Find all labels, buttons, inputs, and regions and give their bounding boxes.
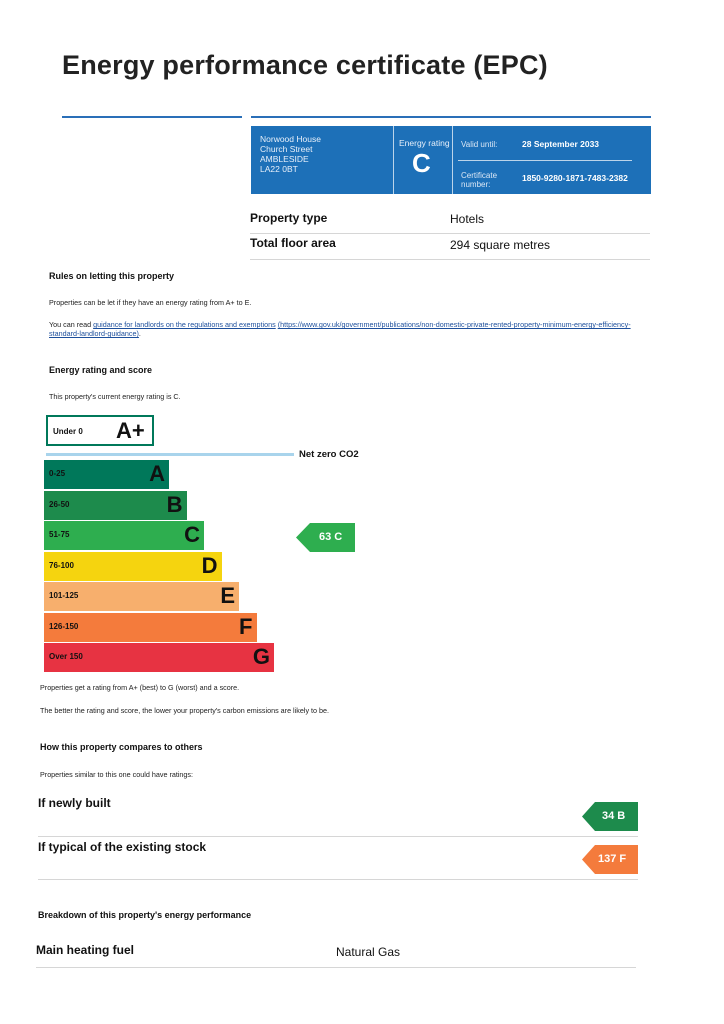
valid-until-label: Valid until: [461,140,498,149]
certificate-number: 1850-9280-1871-7483-2382 [522,173,628,183]
net-zero-label: Net zero CO2 [299,449,359,460]
address-line: Norwood House [260,134,321,144]
title-rule-right [251,116,651,118]
rating-band-6 [44,643,274,672]
rating-band-0 [44,460,169,489]
link-end: . [138,329,141,338]
property-address [260,134,321,174]
floor-area-value: 294 square metres [450,238,551,252]
band-letter: A [149,461,165,486]
band-letter: E [220,583,235,608]
energy-rating-value: C [412,148,431,178]
property-type-value: Hotels [450,212,485,226]
breakdown-heading: Breakdown of this property's energy performance [38,910,252,920]
valid-until-value: 28 September 2033 [522,139,600,149]
aplus-letter: A+ [116,418,145,443]
heating-fuel-label: Main heating fuel [36,943,135,957]
rating-note-2: The better the rating and score, the lower your property's carbon emissions are likely to be. [40,706,330,715]
rating-band-3 [44,552,222,581]
row-divider [38,836,638,837]
current-score-arrow [296,523,355,552]
rating-band-1 [44,491,187,520]
newly-built-value: 34 B [602,810,626,822]
panel-divider [393,126,394,194]
guidance-url[interactable]: (https://www.gov.uk/government/publications/non-domestic-private-rented-property-minimum-energy-efficiency- [277,320,631,329]
aplus-band [46,415,154,446]
guidance-paragraph [49,320,669,338]
rules-text: Properties can be let if they have an energy rating from A+ to E. [49,298,252,307]
existing-stock-value: 137 F [598,853,627,865]
band-letter: D [201,552,218,578]
band-letter: C [184,522,200,547]
band-range: 76-100 [49,560,74,570]
band-letter: G [252,644,270,669]
page-title: Energy performance certificate (EPC) [62,50,548,80]
band-letter: B [166,491,183,517]
band-range: 0-25 [49,469,66,478]
compare-heading: How this property compares to others [40,742,203,752]
panel-inner-rule [458,160,632,161]
row-divider [250,259,650,260]
floor-area-label: Total floor area [250,236,336,250]
existing-stock-label: If typical of the existing stock [38,840,207,854]
row-divider [36,967,636,968]
band-range: 51-75 [49,530,70,539]
rating-band-2 [44,521,204,550]
band-range: 126-150 [49,621,79,631]
net-zero-line [46,453,294,456]
row-divider [38,879,638,880]
rating-band-5 [44,613,257,642]
guidance-link[interactable]: guidance for landlords on the regulations and exemptions [93,320,276,329]
band-range: 101-125 [49,591,79,600]
current-rating-text: This property's current energy rating is C. [49,392,181,401]
current-score-value: 63 C [319,531,343,543]
rules-heading: Rules on letting this property [49,271,175,281]
read-prefix: You can read [49,320,92,329]
certificate-summary-panel [251,126,651,194]
certificate-label: Certificate [461,171,498,180]
row-divider [250,233,650,234]
rating-band-4 [44,582,239,611]
energy-heading: Energy rating and score [49,365,153,375]
newly-built-arrow [582,802,638,831]
certificate-label-2: number: [461,180,491,189]
title-rule-left [62,116,242,118]
address-line: AMBLESIDE [260,154,309,164]
aplus-range: Under 0 [53,427,83,436]
address-line: LA22 0BT [260,164,298,174]
property-type-label: Property type [250,211,328,225]
band-letter: F [239,613,253,639]
existing-stock-arrow [582,845,638,874]
band-range: 26-50 [49,499,70,509]
guidance-url-cont[interactable]: standard-landlord-guidance) [49,329,139,338]
energy-rating-label: Energy rating [399,138,450,148]
band-range: Over 150 [49,652,83,661]
compare-intro: Properties similar to this one could have ratings: [40,770,194,779]
rating-note-1: Properties get a rating from A+ (best) to G (worst) and a score. [40,683,240,692]
heating-fuel-value: Natural Gas [336,945,401,959]
address-line: Church Street [260,144,313,154]
panel-divider [452,126,453,194]
newly-built-label: If newly built [38,796,111,810]
